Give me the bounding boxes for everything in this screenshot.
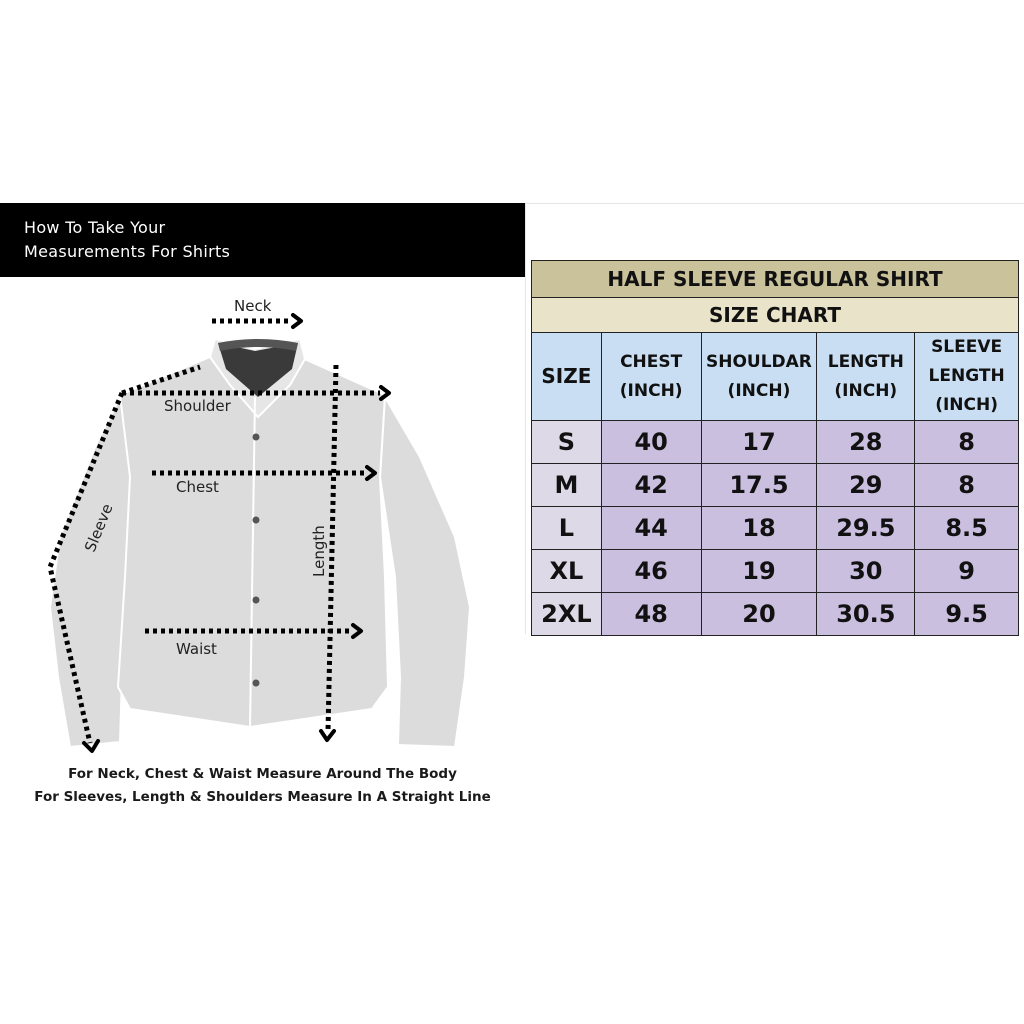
cell-length: 30.5	[817, 593, 915, 636]
column-header-text: (INCH)	[619, 380, 683, 401]
cell-chest: 48	[601, 593, 701, 636]
cell-chest: 40	[601, 421, 701, 464]
column-header-3	[817, 333, 915, 421]
cell-shoulder: 20	[701, 593, 817, 636]
waist-label: Waist	[176, 640, 217, 658]
cell-shoulder: 17	[701, 421, 817, 464]
cell-sleeve: 9.5	[915, 593, 1019, 636]
cell-length: 29.5	[817, 507, 915, 550]
size-chart-table	[531, 260, 1019, 636]
guide-title-line2: Measurements For Shirts	[24, 242, 231, 261]
guide-title-line1: How To Take Your	[24, 218, 166, 237]
cell-size: M	[532, 464, 602, 507]
cell-length: 28	[817, 421, 915, 464]
cell-chest: 46	[601, 550, 701, 593]
shirt-shape	[50, 339, 470, 747]
column-header-text: SIZE	[541, 364, 592, 388]
cell-size: S	[532, 421, 602, 464]
column-header-text: LENGTH	[928, 366, 1005, 386]
table-row	[532, 421, 1019, 464]
column-header-row	[532, 333, 1019, 421]
chart-title: HALF SLEEVE REGULAR SHIRT	[532, 261, 1019, 298]
instruction-line1: For Neck, Chest & Waist Measure Around The Body	[68, 766, 457, 782]
table-row	[532, 464, 1019, 507]
instruction-line2: For Sleeves, Length & Shoulders Measure In A Straight Line	[34, 789, 491, 805]
column-header-text: (INCH)	[727, 380, 791, 401]
table-row	[532, 593, 1019, 636]
guide-header	[0, 203, 525, 277]
column-header-4	[915, 333, 1019, 421]
cell-sleeve: 8.5	[915, 507, 1019, 550]
neck-label: Neck	[234, 297, 272, 315]
cell-shoulder: 18	[701, 507, 817, 550]
chart-subtitle: SIZE CHART	[532, 298, 1019, 333]
column-header-text: LENGTH	[827, 351, 904, 372]
column-header-1	[601, 333, 701, 421]
chest-label: Chest	[176, 478, 219, 496]
shoulder-label: Shoulder	[164, 397, 231, 415]
column-header-text: (INCH)	[834, 380, 898, 401]
cell-sleeve: 9	[915, 550, 1019, 593]
measurement-instructions	[0, 763, 525, 809]
shirt-illustration	[0, 277, 525, 767]
cell-chest: 44	[601, 507, 701, 550]
column-header-text: SLEEVE	[931, 337, 1003, 357]
length-arrow-icon	[321, 731, 334, 740]
column-header-text: CHEST	[620, 351, 683, 372]
table-row	[532, 507, 1019, 550]
cell-sleeve: 8	[915, 421, 1019, 464]
column-header-0	[532, 333, 602, 421]
cell-sleeve: 8	[915, 464, 1019, 507]
column-header-2	[701, 333, 817, 421]
column-header-text: SHOULDAR	[705, 351, 812, 372]
column-header-text: (INCH)	[935, 395, 998, 415]
size-rows	[532, 421, 1019, 636]
measurement-guide	[0, 203, 525, 820]
table-row	[532, 550, 1019, 593]
cell-length: 29	[817, 464, 915, 507]
length-label: Length	[310, 525, 328, 577]
cell-shoulder: 17.5	[701, 464, 817, 507]
cell-chest: 42	[601, 464, 701, 507]
cell-size: L	[532, 507, 602, 550]
cell-size: 2XL	[532, 593, 602, 636]
sleeve-label: Sleeve	[81, 501, 117, 555]
cell-length: 30	[817, 550, 915, 593]
neck-arrow-icon	[293, 315, 301, 327]
cell-size: XL	[532, 550, 602, 593]
cell-shoulder: 19	[701, 550, 817, 593]
